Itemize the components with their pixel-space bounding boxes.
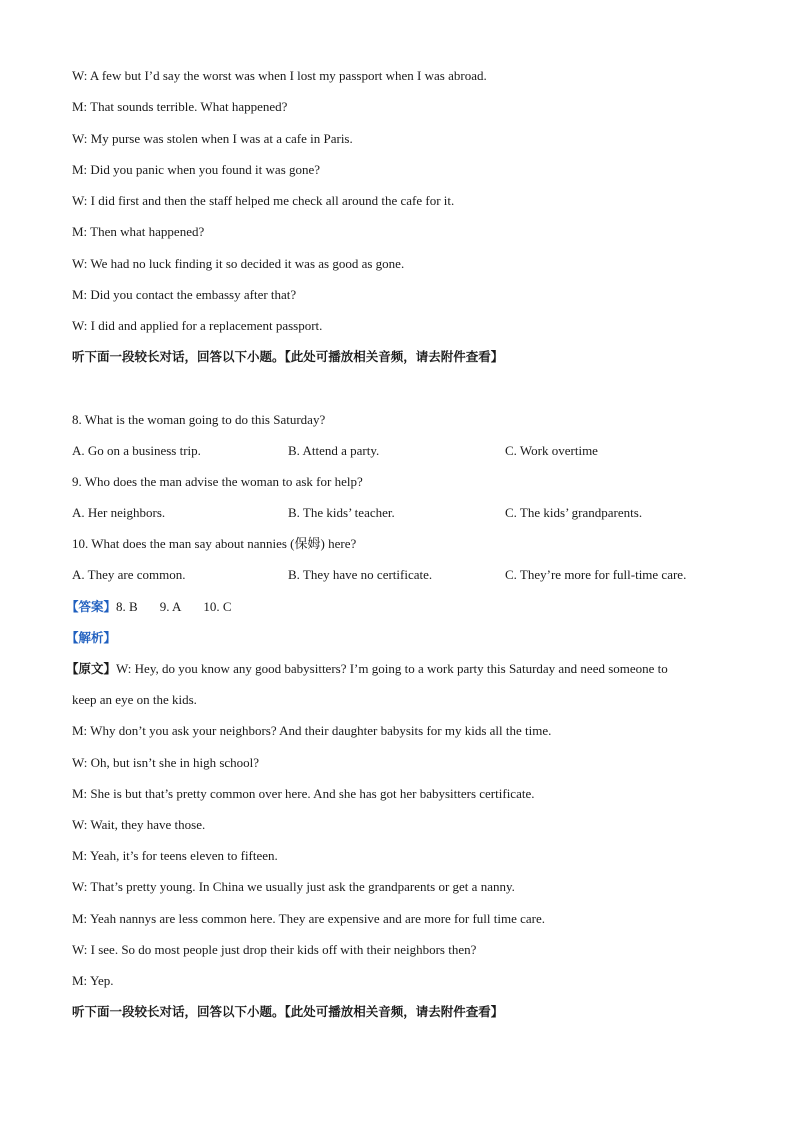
answer-9: 9. A xyxy=(159,599,182,614)
original-first-line xyxy=(66,661,668,677)
dialogue-line: W: I did first and then the staff helped me check all around the cafe for it. xyxy=(72,193,455,208)
option-9c: C. The kids’ grandparents. xyxy=(505,505,643,520)
dialogue-line: W: My purse was stolen when I was at a cafe in Paris. xyxy=(72,131,353,146)
option-10b: B. They have no certificate. xyxy=(288,567,433,582)
option-9a: A. Her neighbors. xyxy=(72,505,166,520)
dialogue-line: W: I did and applied for a replacement passport. xyxy=(72,318,323,333)
option-8a: A. Go on a business trip. xyxy=(72,443,201,458)
answer-row xyxy=(66,599,232,615)
original-line: M: Yep. xyxy=(72,973,114,988)
option-9b: B. The kids’ teacher. xyxy=(288,505,395,520)
original-line: W: Oh, but isn’t she in high school? xyxy=(72,755,260,770)
original-line: W: Wait, they have those. xyxy=(72,817,206,832)
analysis-label: 【解析】 xyxy=(66,630,117,645)
option-10c: C. They’re more for full-time care. xyxy=(505,567,687,582)
original-label: 【原文】 xyxy=(66,661,117,676)
original-text: W: Hey, do you know any good babysitters? I’m going to a work party this Saturday and need someone to xyxy=(116,661,668,676)
dialogue-line: M: Then what happened? xyxy=(72,224,205,239)
question-8: 8. What is the woman going to do this Saturday? xyxy=(72,412,326,427)
original-line: M: She is but that’s pretty common over here. And she has got her babysitters certificate. xyxy=(72,786,535,801)
original-line: keep an eye on the kids. xyxy=(72,692,197,707)
question-9: 9. Who does the man advise the woman to ask for help? xyxy=(72,474,363,489)
option-10a: A. They are common. xyxy=(72,567,186,582)
dialogue-line: W: We had no luck finding it so decided it was as good as gone. xyxy=(72,256,405,271)
original-line: M: Why don’t you ask your neighbors? And their daughter babysits for my kids all the time. xyxy=(72,723,552,738)
original-line: W: That’s pretty young. In China we usually just ask the grandparents or get a nanny. xyxy=(72,879,515,894)
original-line: M: Yeah, it’s for teens eleven to fifteen. xyxy=(72,848,278,863)
answer-label: 【答案】 xyxy=(66,599,117,614)
listening-instruction-2: 听下面一段较长对话，回答以下小题。【此处可播放相关音频，请去附件查看】 xyxy=(72,1004,504,1019)
original-line: W: I see. So do most people just drop their kids off with their neighbors then? xyxy=(72,942,477,957)
answer-10: 10. C xyxy=(203,599,232,614)
dialogue-line: M: Did you contact the embassy after that? xyxy=(72,287,297,302)
option-8c: C. Work overtime xyxy=(505,443,598,458)
dialogue-line: M: Did you panic when you found it was gone? xyxy=(72,162,321,177)
option-8b: B. Attend a party. xyxy=(288,443,380,458)
question-10: 10. What does the man say about nannies (保姆) here? xyxy=(72,536,357,551)
dialogue-line: M: That sounds terrible. What happened? xyxy=(72,99,288,114)
original-line: M: Yeah nannys are less common here. They are expensive and are more for full time care. xyxy=(72,911,546,926)
listening-instruction: 听下面一段较长对话，回答以下小题。【此处可播放相关音频，请去附件查看】 xyxy=(72,349,504,364)
dialogue-line: W: A few but I’d say the worst was when I lost my passport when I was abroad. xyxy=(72,68,487,83)
answer-8: 8. B xyxy=(116,599,138,614)
